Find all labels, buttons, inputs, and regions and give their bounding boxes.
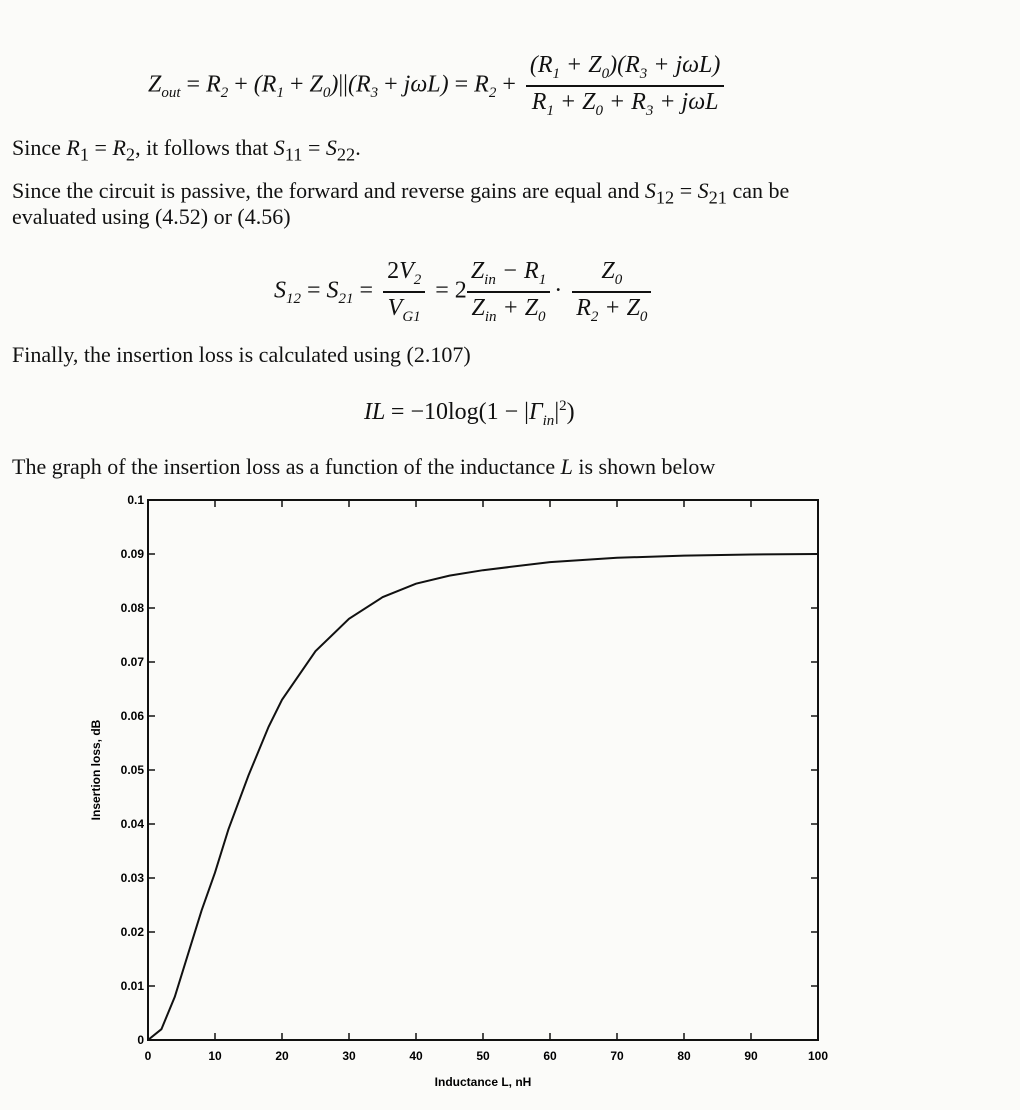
equation-zout: $Z_{out} = R_2 + (R_1 + Z_0)||(R_3 + j\omega L) = R_2$ + $\frac{(R_1 + Z_0)(R_3 + j\omega L)}{R_1 + Z_0 + R_3 + j\omega L}$ xyxy=(148,52,728,120)
x-tick-label: 40 xyxy=(409,1049,423,1063)
x-tick-label: 60 xyxy=(543,1049,557,1063)
insertion-loss-line xyxy=(148,554,818,1040)
y-tick-label: 0.1 xyxy=(127,493,144,507)
x-axis-label: Inductance L, nH xyxy=(434,1075,532,1089)
paragraph-since-r1-r2: Since $R_1 = R_2$, it follows that $S_{11} = S_{22}$. xyxy=(12,135,361,165)
x-tick-label: 0 xyxy=(144,1049,152,1063)
x-tick-label: 10 xyxy=(208,1049,222,1063)
s12-fraction-impedance: $\frac{Z_{in} - R_1}{Z_{in} + Z_0}$ xyxy=(467,258,550,326)
y-tick-label: 0 xyxy=(137,1033,144,1047)
y-tick-label: 0.09 xyxy=(120,547,144,561)
x-tick-label: 90 xyxy=(744,1049,758,1063)
paragraph-finally: Finally, the insertion loss is calculated using (2.107) xyxy=(12,342,471,367)
insertion-loss-chart xyxy=(80,488,840,1100)
y-tick-label: 0.08 xyxy=(120,601,144,615)
paragraph-evaluated-using: evaluated using (4.52) or (4.56) xyxy=(12,204,291,229)
zout-fraction: $\frac{(R_1 + Z_0)(R_3 + j\omega L)}{R_1 + Z_0 + R_3 + j\omega L}$ xyxy=(526,52,725,120)
x-tick-label: 100 xyxy=(807,1049,829,1063)
equation-il: IL = $-10\log(1 - |\Gamma_{in}|^2)$ xyxy=(364,398,575,429)
x-tick-label: 80 xyxy=(677,1049,691,1063)
x-tick-label: 20 xyxy=(275,1049,289,1063)
y-tick-label: 0.01 xyxy=(120,979,144,993)
y-tick-label: 0.06 xyxy=(120,709,144,723)
y-axis-label: Insertion loss, dB xyxy=(89,719,103,821)
plot-frame xyxy=(148,500,818,1040)
x-tick-label: 30 xyxy=(342,1049,356,1063)
s12-fraction-voltage: $\frac{2V_2}{V_{G1}}$ xyxy=(383,258,425,326)
equation-s12: $S_{12} = S_{21}$ = $\frac{2V_2}{V_{G1}}$ = 2 $\frac{Z_{in} - R_1}{Z_{in} + Z_0}$ · $\frac{Z_0}{R_2 + Z_0}$ xyxy=(274,258,655,326)
y-tick-label: 0.07 xyxy=(120,655,144,669)
x-tick-label: 50 xyxy=(476,1049,490,1063)
s12-fraction-load: $\frac{Z_0}{R_2 + Z_0}$ xyxy=(572,258,651,326)
paragraph-passive-circuit: Since the circuit is passive, the forward and reverse gains are equal and $S_{12} = S_{21}$ can be xyxy=(12,178,790,208)
x-tick-label: 70 xyxy=(610,1049,624,1063)
y-tick-label: 0.03 xyxy=(120,871,144,885)
y-tick-label: 0.05 xyxy=(120,763,144,777)
paragraph-graph-description: The graph of the insertion loss as a function of the inductance L is shown below xyxy=(12,454,716,479)
y-tick-label: 0.04 xyxy=(120,817,144,831)
y-tick-label: 0.02 xyxy=(120,925,144,939)
